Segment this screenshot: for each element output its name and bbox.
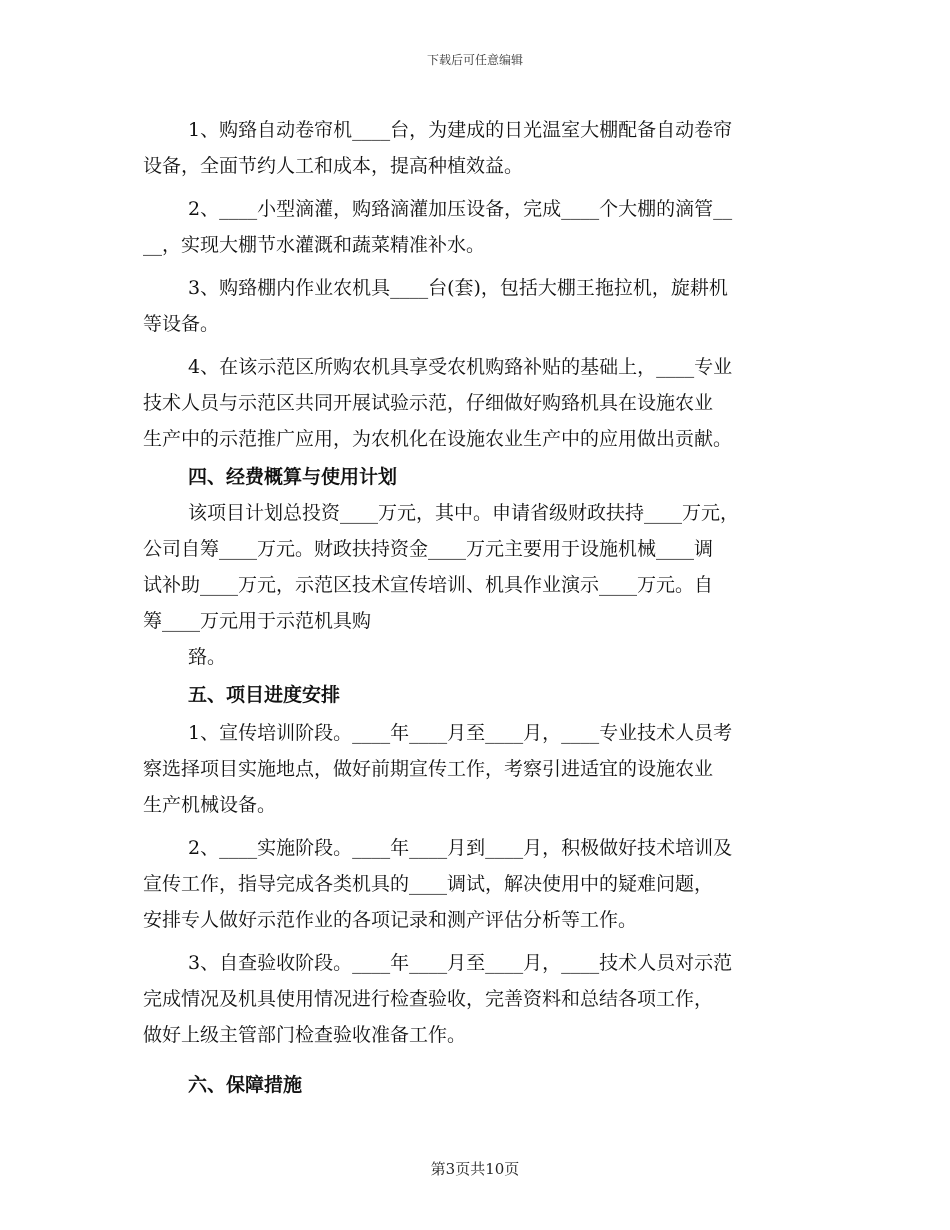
paragraph-line: 技术人员与示范区共同开展试验示范，仔细做好购臵机具在设施农业 (143, 392, 714, 414)
section-heading: 六、保障措施 (188, 1074, 303, 1096)
document-body (143, 112, 810, 1103)
paragraph-line: 筹____万元用于示范机具购 (143, 610, 372, 632)
section-heading: 五、项目进度安排 (188, 684, 341, 706)
paragraph-line: 察选择项目实施地点，做好前期宣传工作，考察引进适宜的设施农业 (143, 758, 714, 780)
paragraph-line: 3、自查验收阶段。____年____月至____月，____技术人员对示范 (188, 952, 733, 974)
paragraph-line: 1、购臵自动卷帘机____台，为建成的日光温室大棚配备自动卷帘 (188, 119, 733, 141)
paragraph-line: 2、____小型滴灌，购臵滴灌加压设备，完成____个大棚的滴管__ (188, 198, 733, 220)
paragraph-line: 4、在该示范区所购农机具享受农机购臵补贴的基础上，____专业 (188, 356, 733, 378)
paragraph-line: 做好上级主管部门检查验收准备工作。 (143, 1024, 467, 1046)
paragraph-line: 3、购臵棚内作业农机具____台(套)，包括大棚王拖拉机，旋耕机 (188, 277, 728, 299)
page-footer: 第3页共10页 (430, 1160, 520, 1178)
paragraph-line: 该项目计划总投资____万元，其中。申请省级财政扶持____万元， (188, 502, 740, 524)
paragraph-line: 试补助____万元，示范区技术宣传培训、机具作业演示____万元。自 (143, 574, 714, 596)
paragraph-line: 生产中的示范推广应用，为农机化在设施农业生产中的应用做出贡献。 (143, 428, 733, 450)
paragraph-line: 完成情况及机具使用情况进行检查验收，完善资料和总结各项工作， (143, 988, 714, 1010)
paragraph-line: __，实现大棚节水灌溉和蔬菜精准补水。 (143, 234, 486, 256)
paragraph-line: 生产机械设备。 (143, 794, 277, 816)
paragraph-line: 公司自筹____万元。财政扶持资金____万元主要用于设施机械____调 (143, 538, 714, 560)
page-header: 下载后可任意编辑 (426, 53, 523, 67)
paragraph-line: 臵。 (188, 646, 227, 668)
paragraph-line: 安排专人做好示范作业的各项记录和测产评估分析等工作。 (143, 909, 638, 931)
paragraph-line: 宣传工作，指导完成各类机具的____调试，解决使用中的疑难问题， (143, 873, 714, 895)
paragraph-line: 等设备。 (143, 313, 220, 335)
paragraph-line: 2、____实施阶段。____年____月到____月，积极做好技术培训及 (188, 837, 733, 859)
section-heading: 四、经费概算与使用计划 (188, 466, 398, 488)
paragraph-line: 1、宣传培训阶段。____年____月至____月，____专业技术人员考 (188, 722, 733, 744)
paragraph-line: 设备，全面节约人工和成本，提高种植效益。 (143, 155, 524, 177)
